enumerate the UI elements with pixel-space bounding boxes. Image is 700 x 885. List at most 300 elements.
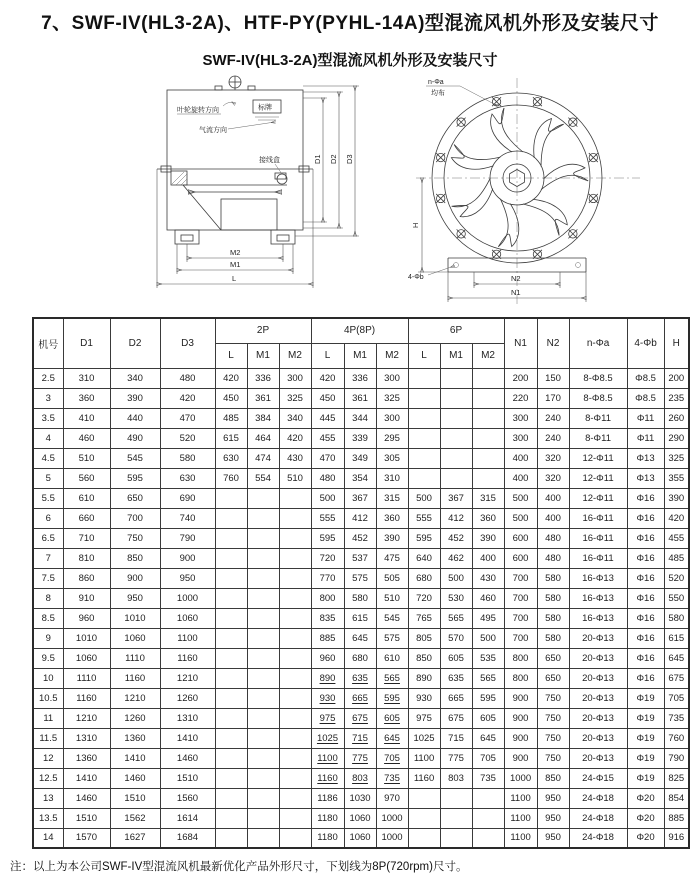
table-cell: 890 [408,668,440,688]
table-cell: 630 [215,448,247,468]
table-cell: 1100 [311,748,344,768]
table-cell: 8-Φ8.5 [569,368,627,388]
table-cell: 430 [472,568,504,588]
table-cell: 339 [344,428,376,448]
table-cell: 14 [33,828,63,848]
table-cell: 554 [247,468,279,488]
table-cell: 367 [440,488,472,508]
table-cell: 575 [376,628,408,648]
table-cell: 1510 [110,788,160,808]
table-cell: Φ20 [627,828,664,848]
table-cell: 950 [537,788,569,808]
table-row [33,428,689,448]
table-cell: 8-Φ11 [569,408,627,428]
table-cell: 700 [504,568,537,588]
table-cell: 9.5 [33,648,63,668]
table-cell [472,788,504,808]
airflow-direction-text: 气流方向 [199,127,227,134]
table-cell: 1562 [110,808,160,828]
table-cell: 1160 [63,688,110,708]
table-cell: 1210 [110,688,160,708]
table-cell: 12 [33,748,63,768]
table-cell: 545 [376,608,408,628]
table-cell [215,748,247,768]
table-cell: 300 [504,408,537,428]
table-cell: 16-Φ11 [569,508,627,528]
dim-d3-text: D3 [345,154,354,164]
table-cell: 960 [311,648,344,668]
table-cell [408,428,440,448]
table-cell: 850 [110,548,160,568]
table-cell: 1110 [63,668,110,688]
table-cell: 916 [664,828,689,848]
table-cell: 700 [504,588,537,608]
table-cell: 580 [664,608,689,628]
table-row [33,488,689,508]
table-cell: 645 [344,628,376,648]
table-cell: 950 [537,808,569,828]
col-subheader-l: L [311,343,344,368]
table-row [33,368,689,388]
table-cell: 520 [664,568,689,588]
table-cell: 20-Φ13 [569,628,627,648]
table-cell: 800 [311,588,344,608]
table-cell: 460 [63,428,110,448]
table-cell: 650 [537,668,569,688]
table-cell: 200 [664,368,689,388]
table-cell: 349 [344,448,376,468]
table-cell: 800 [504,648,537,668]
table-cell: 600 [504,548,537,568]
col-subheader-m2: M2 [279,343,311,368]
table-cell: 1627 [110,828,160,848]
table-cell: 910 [63,588,110,608]
table-cell: 412 [344,508,376,528]
table-cell: Φ19 [627,708,664,728]
table-cell [408,788,440,808]
table-cell: 850 [408,648,440,668]
table-cell [279,608,311,628]
table-row [33,628,689,648]
table-cell: 760 [664,728,689,748]
fan-side-view-drawing [125,72,380,312]
table-cell: 480 [160,368,215,388]
mounting-feet [175,230,295,244]
col-header-4p8p: 4P(8P) [311,318,408,343]
table-cell: 16-Φ13 [569,568,627,588]
table-cell: 650 [537,648,569,668]
table-cell: 400 [537,488,569,508]
table-cell: 1060 [160,608,215,628]
table-cell [279,508,311,528]
table-cell: 750 [537,748,569,768]
table-cell: Φ20 [627,808,664,828]
table-row [33,728,689,748]
table-cell: 705 [664,688,689,708]
table-header [33,318,689,368]
junction-box-text: 接线盒 [259,157,280,164]
table-cell: 700 [504,628,537,648]
table-cell: 400 [504,448,537,468]
table-cell: 700 [504,608,537,628]
table-cell: 510 [279,468,311,488]
table-cell: 900 [160,548,215,568]
table-cell: 900 [504,748,537,768]
table-cell: Φ13 [627,448,664,468]
table-cell: 315 [376,488,408,508]
technical-drawings [0,70,700,313]
col-header-n2: N2 [537,318,569,368]
table-cell: 950 [537,828,569,848]
table-cell: 885 [311,628,344,648]
table-cell: 675 [440,708,472,728]
table-cell [215,568,247,588]
table-cell: 600 [504,528,537,548]
table-cell: 320 [537,448,569,468]
table-row [33,748,689,768]
table-cell: 1410 [160,728,215,748]
nameplate [253,100,281,120]
table-cell: 950 [110,588,160,608]
table-cell: 11 [33,708,63,728]
table-cell: 1025 [408,728,440,748]
table-cell: 360 [376,508,408,528]
table-cell: 10.5 [33,688,63,708]
table-cell: 510 [376,588,408,608]
bolt-pattern-label [426,79,498,106]
table-cell: 970 [376,788,408,808]
table-cell: 9 [33,628,63,648]
col-header-d2: D2 [110,318,160,368]
table-cell: 555 [311,508,344,528]
table-cell [408,408,440,428]
table-row [33,588,689,608]
table-row [33,808,689,828]
table-cell: 16-Φ11 [569,548,627,568]
table-cell: 710 [63,528,110,548]
table-cell: 24-Φ18 [569,808,627,828]
table-cell: 705 [376,748,408,768]
table-cell: 480 [537,528,569,548]
table-cell [472,468,504,488]
table-cell: 420 [311,368,344,388]
table-cell: 480 [311,468,344,488]
table-cell: 13 [33,788,63,808]
table-cell [247,648,279,668]
table-cell: 325 [376,388,408,408]
table-row [33,548,689,568]
table-cell: Φ16 [627,528,664,548]
table-cell: 580 [344,588,376,608]
table-cell [440,448,472,468]
table-row [33,408,689,428]
table-cell: 595 [408,528,440,548]
table-cell [247,768,279,788]
table-cell: 720 [311,548,344,568]
table-cell: 1560 [160,788,215,808]
table-cell: 750 [537,688,569,708]
table-cell: 310 [63,368,110,388]
table-cell: 1210 [63,708,110,728]
table-cell [215,768,247,788]
table-cell [247,488,279,508]
table-cell: 750 [537,708,569,728]
table-cell: 445 [311,408,344,428]
table-cell: 665 [440,688,472,708]
table-cell: 580 [537,568,569,588]
table-cell [247,588,279,608]
table-cell: 2.5 [33,368,63,388]
table-cell: 720 [408,588,440,608]
table-cell: 1160 [311,768,344,788]
table-cell [408,448,440,468]
table-cell: 474 [247,448,279,468]
table-cell: 260 [664,408,689,428]
table-cell: 390 [376,528,408,548]
table-cell [215,488,247,508]
table-cell: 854 [664,788,689,808]
col-header-6p: 6P [408,318,504,343]
table-cell [247,808,279,828]
table-cell: 900 [504,688,537,708]
table-cell: 1000 [160,588,215,608]
table-cell: 715 [440,728,472,748]
table-cell: 1210 [160,668,215,688]
table-cell: 420 [664,508,689,528]
table-cell: 235 [664,388,689,408]
table-cell: 336 [247,368,279,388]
table-row [33,528,689,548]
table-cell: 565 [376,668,408,688]
table-cell: 803 [440,768,472,788]
table-cell [215,608,247,628]
table-cell: 3 [33,388,63,408]
table-cell: 500 [440,568,472,588]
table-cell [279,728,311,748]
col-subheader-l: L [408,343,440,368]
table-cell [440,408,472,428]
table-cell [408,828,440,848]
table-cell: 384 [247,408,279,428]
table-cell: 24-Φ15 [569,768,627,788]
foot-hole-label [408,266,454,281]
table-cell: 361 [247,388,279,408]
table-cell [279,528,311,548]
table-cell: 290 [664,428,689,448]
table-row [33,448,689,468]
table-cell: 835 [311,608,344,628]
table-cell: 325 [279,388,311,408]
table-cell: 530 [440,588,472,608]
table-cell: 354 [344,468,376,488]
table-cell: 645 [376,728,408,748]
table-cell: Φ19 [627,728,664,748]
table-cell [247,668,279,688]
table-cell: Φ16 [627,628,664,648]
table-cell: 595 [472,688,504,708]
table-cell [247,528,279,548]
table-cell: 680 [408,568,440,588]
table-cell: 890 [311,668,344,688]
table-row [33,788,689,808]
dim-l-text: L [232,274,237,283]
table-cell [215,628,247,648]
table-cell: 630 [160,468,215,488]
table-cell: 320 [537,468,569,488]
table-cell: 800 [504,668,537,688]
table-cell: 390 [110,388,160,408]
page-subtitle: SWF-IV(HL3-2A)型混流风机外形及安装尺寸 [202,52,498,69]
table-cell: 450 [215,388,247,408]
table-cell [279,588,311,608]
table-cell: 975 [408,708,440,728]
col-header-n1: N1 [504,318,537,368]
table-cell: Φ16 [627,568,664,588]
table-cell: 770 [311,568,344,588]
table-cell: Φ19 [627,748,664,768]
table-cell [247,788,279,808]
table-cell: 310 [376,468,408,488]
table-cell: Φ11 [627,408,664,428]
table-cell [247,728,279,748]
table-cell [247,608,279,628]
table-cell [408,468,440,488]
table-cell: 4.5 [33,448,63,468]
table-cell: 500 [504,488,537,508]
table-cell: 740 [160,508,215,528]
table-cell [215,708,247,728]
table-row [33,708,689,728]
table-cell: 452 [440,528,472,548]
table-cell: 12-Φ11 [569,448,627,468]
table-cell: Φ16 [627,648,664,668]
table-cell: 8 [33,588,63,608]
table-cell: 1060 [63,648,110,668]
table-cell: 1010 [110,608,160,628]
dim-d1-text: D1 [313,154,322,164]
table-cell: 400 [504,468,537,488]
table-cell: 10 [33,668,63,688]
table-cell: 340 [110,368,160,388]
table-cell: 1570 [63,828,110,848]
table-cell: 715 [344,728,376,748]
table-cell: 500 [311,488,344,508]
table-cell: 660 [63,508,110,528]
table-cell: 400 [537,508,569,528]
table-cell: 595 [376,688,408,708]
table-cell [279,708,311,728]
table-row [33,508,689,528]
table-cell [279,488,311,508]
table-cell: 1060 [110,628,160,648]
table-cell: 1100 [160,628,215,648]
table-cell: 360 [63,388,110,408]
table-cell: 1100 [504,808,537,828]
table-cell: 6.5 [33,528,63,548]
table-cell [408,808,440,828]
table-cell: Φ13 [627,468,664,488]
table-cell: Φ8.5 [627,388,664,408]
table-cell: 20-Φ13 [569,708,627,728]
table-cell: 1000 [504,768,537,788]
table-cell: 460 [472,588,504,608]
table-cell [472,428,504,448]
table-cell [279,548,311,568]
dimension-h [411,178,448,272]
table-cell: 645 [664,648,689,668]
table-cell: 455 [311,428,344,448]
table-cell: 1186 [311,788,344,808]
table-cell: 810 [63,548,110,568]
table-cell: 825 [664,768,689,788]
col-subheader-l: L [215,343,247,368]
table-cell: 6 [33,508,63,528]
table-cell [472,388,504,408]
table-cell: Φ16 [627,488,664,508]
table-cell: 220 [504,388,537,408]
table-cell: Φ16 [627,608,664,628]
table-cell: 1410 [110,748,160,768]
table-cell: 930 [408,688,440,708]
table-cell [247,508,279,528]
foot-hole-text: 4-Φb [408,274,424,281]
table-cell: 700 [110,508,160,528]
table-body [33,368,689,848]
table-cell: 760 [215,468,247,488]
table-cell: 150 [537,368,569,388]
table-cell: 900 [110,568,160,588]
table-cell: 535 [472,648,504,668]
table-cell: 1614 [160,808,215,828]
table-cell: 20-Φ13 [569,748,627,768]
table-cell: 305 [376,448,408,468]
table-cell: 470 [160,408,215,428]
table-cell: 170 [537,388,569,408]
table-cell: 12.5 [33,768,63,788]
table-cell: 665 [344,688,376,708]
table-cell [440,468,472,488]
rotation-direction-text: 叶轮旋转方向 [177,107,219,114]
table-cell: 495 [472,608,504,628]
table-cell [408,368,440,388]
table-row [33,388,689,408]
table-cell: 805 [408,628,440,648]
table-cell: 675 [344,708,376,728]
table-row [33,608,689,628]
table-cell [247,708,279,728]
dim-m1-text: M1 [230,260,241,269]
table-cell: 640 [408,548,440,568]
table-cell: 595 [311,528,344,548]
table-cell: 440 [110,408,160,428]
table-cell: Φ16 [627,548,664,568]
table-cell [247,568,279,588]
table-cell: 680 [344,648,376,668]
table-cell [215,808,247,828]
table-cell: 537 [344,548,376,568]
table-cell: 595 [110,468,160,488]
table-cell: 490 [110,428,160,448]
table-cell: 390 [472,528,504,548]
bolt-distribution-text: 均布 [431,90,445,97]
table-cell: 200 [504,368,537,388]
table-cell: 390 [664,488,689,508]
table-cell: 300 [504,428,537,448]
table-cell: 12-Φ11 [569,488,627,508]
table-cell: 480 [537,548,569,568]
table-cell: 336 [344,368,376,388]
dim-h-text: H [411,222,420,228]
